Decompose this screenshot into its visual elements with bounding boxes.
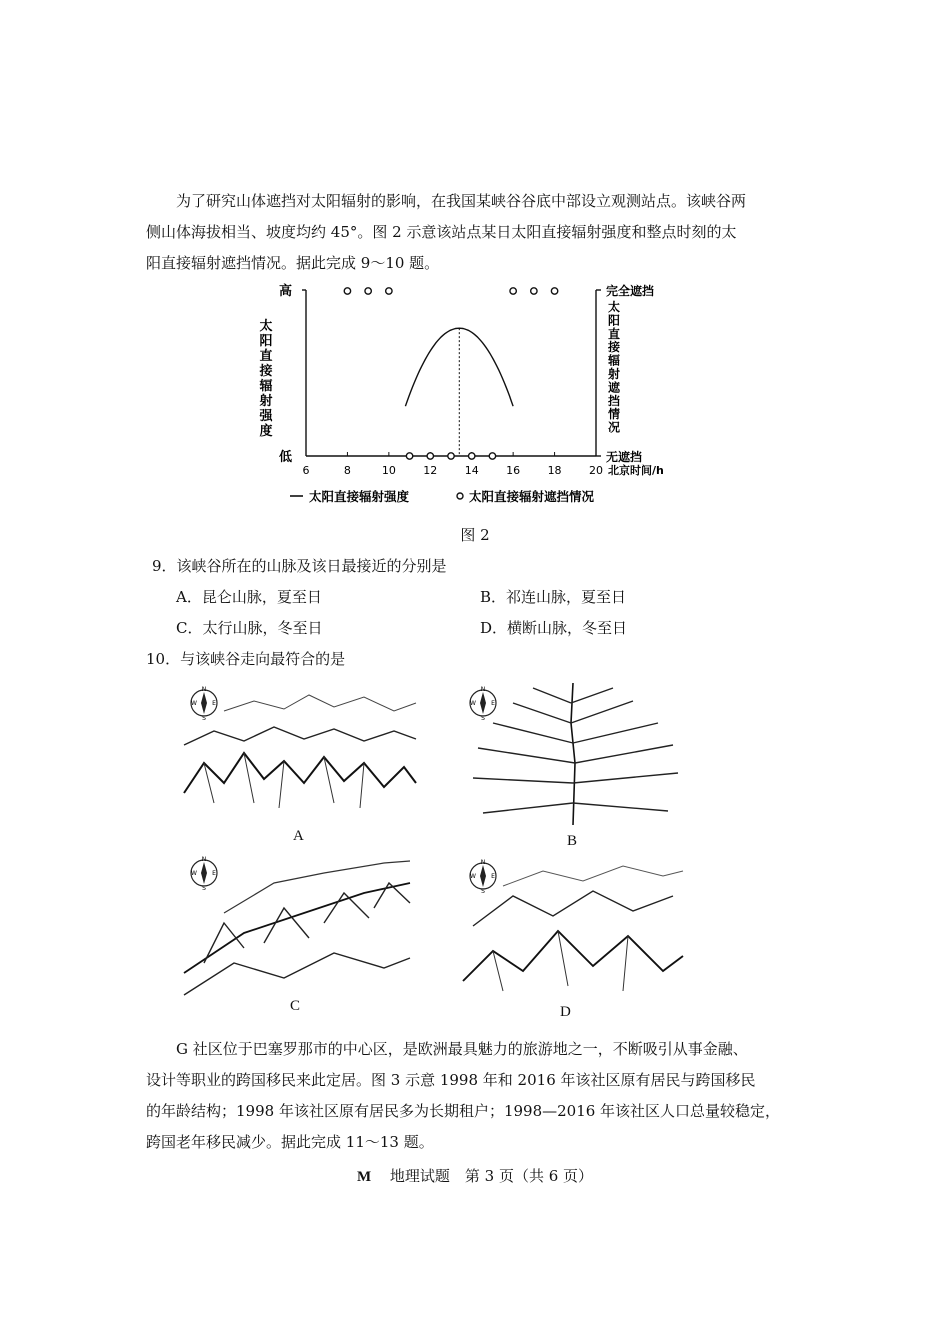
svg-text:S: S — [481, 888, 485, 895]
q9-option-d: D．横断山脉，冬至日 — [480, 619, 628, 637]
right-axis-top-label: 完全遮挡 — [606, 284, 655, 298]
svg-text:S: S — [202, 715, 206, 722]
terrain-label-d: D — [560, 1004, 571, 1020]
svg-text:S: S — [481, 715, 485, 722]
terrain-sketch-d — [462, 855, 684, 999]
g-community-paragraph — [146, 1034, 806, 1158]
footer-text: 地理试题 第 3 页（共 6 页） — [389, 1167, 594, 1185]
left-axis-title-char: 射 — [259, 394, 273, 409]
right-axis-title-char: 接 — [607, 340, 621, 355]
right-axis-title-char: 挡 — [607, 393, 621, 408]
x-tick-label: 14 — [464, 464, 479, 477]
right-axis-bottom-label: 无遮挡 — [606, 450, 643, 464]
unblocked-point — [489, 453, 495, 459]
left-axis-title-char: 度 — [259, 424, 273, 439]
g-intro-line: 的年龄结构；1998 年该社区原有居民多为长期租户；1998—2016 年该社区人口总量较稳定， — [146, 1102, 781, 1120]
blocked-point — [551, 288, 557, 294]
svg-text:N: N — [201, 856, 207, 863]
right-axis-title-char: 况 — [607, 420, 621, 435]
svg-text:E: E — [212, 870, 216, 877]
intro-line: 为了研究山体遮挡对太阳辐射的影响，在我国某峡谷谷底中部设立观测站点。该峡谷两 — [176, 192, 747, 210]
terrain-label-b: B — [567, 833, 578, 849]
footer-mark: M — [356, 1169, 372, 1185]
right-axis-title-char: 阳 — [607, 313, 621, 328]
q9-option-b: B．祁连山脉，夏至日 — [480, 588, 627, 606]
svg-text:S: S — [202, 885, 206, 892]
right-axis-title-char: 直 — [607, 326, 621, 341]
x-tick-label: 8 — [343, 464, 351, 477]
x-tick-label: 12 — [423, 464, 438, 477]
blocked-point — [344, 288, 350, 294]
page-footer — [0, 1165, 950, 1186]
right-axis-title-char: 太 — [607, 300, 621, 314]
unblocked-point — [469, 453, 475, 459]
compass-icon — [470, 859, 496, 895]
terrain-sketch-a — [183, 682, 417, 824]
compass-icon — [191, 856, 217, 892]
svg-text:W: W — [470, 873, 476, 880]
legend-curve-label: 太阳直接辐射强度 — [309, 489, 410, 504]
figure-2-chart — [255, 278, 664, 513]
unblocked-point — [406, 453, 412, 459]
figure-2-caption: 图 2 — [460, 526, 490, 544]
svg-text:W: W — [470, 700, 476, 707]
left-axis-title-char: 直 — [259, 349, 273, 364]
x-tick-label: 18 — [547, 464, 562, 477]
svg-text:N: N — [480, 859, 486, 866]
terrain-sketch-c — [183, 852, 411, 996]
q9-option-c: C．太行山脉，冬至日 — [176, 619, 323, 637]
q9-option-a: A．昆仑山脉，夏至日 — [176, 588, 322, 606]
unblocked-point — [448, 453, 454, 459]
left-axis-bottom-label: 低 — [278, 450, 292, 465]
blocked-point — [365, 288, 371, 294]
right-axis-title-char: 辐 — [607, 353, 621, 368]
left-axis-title-char: 阳 — [259, 334, 273, 349]
left-axis-title-char: 太 — [259, 319, 273, 334]
g-intro-line: G 社区位于巴塞罗那市的中心区，是欧洲最具魅力的旅游地之一，不断吸引从事金融、 — [176, 1040, 748, 1058]
unblocked-point — [427, 453, 433, 459]
x-tick-label: 10 — [381, 464, 396, 477]
right-axis-title-char: 遮 — [607, 380, 621, 395]
left-axis-title-char: 辐 — [259, 379, 273, 394]
left-axis-title-char: 强 — [259, 409, 273, 424]
terrain-sketch-b — [462, 682, 684, 826]
left-axis-title-char: 接 — [259, 364, 273, 379]
terrain-label-a: A — [293, 828, 304, 844]
right-axis-title-char: 射 — [607, 367, 621, 381]
x-axis-label: 北京时间/h — [608, 464, 664, 477]
svg-text:W: W — [191, 700, 197, 707]
legend-points-label: 太阳直接辐射遮挡情况 — [469, 489, 595, 504]
svg-text:E: E — [212, 700, 216, 707]
compass-icon — [191, 686, 217, 722]
svg-text:E: E — [491, 873, 495, 880]
question-10-stem: 10．与该峡谷走向最符合的是 — [146, 650, 346, 668]
blocked-point — [531, 288, 537, 294]
left-axis-top-label: 高 — [278, 284, 292, 299]
x-tick-label: 16 — [506, 464, 521, 477]
g-intro-line: 设计等职业的跨国移民来此定居。图 3 示意 1998 年和 2016 年该社区原有居民与跨国移民 — [146, 1071, 756, 1089]
blocked-point — [386, 288, 392, 294]
svg-text:E: E — [491, 700, 495, 707]
question-9-stem: 9．该峡谷所在的山脉及该日最接近的分别是 — [152, 557, 447, 575]
intro-paragraph — [146, 186, 806, 279]
terrain-label-c: C — [290, 998, 301, 1014]
g-intro-line: 跨国老年移民减少。据此完成 11～13 题。 — [146, 1133, 434, 1151]
blocked-point — [510, 288, 516, 294]
svg-text:N: N — [480, 686, 486, 693]
compass-icon — [470, 686, 496, 722]
radiation-curve — [405, 328, 513, 406]
svg-text:W: W — [191, 870, 197, 877]
right-axis-title-char: 情 — [607, 407, 621, 422]
intro-line: 侧山体海拔相当、坡度均约 45°。图 2 示意该站点某日太阳直接辐射强度和整点时刻的太 — [146, 223, 737, 241]
x-tick-label: 20 — [589, 464, 603, 477]
intro-line: 阳直接辐射遮挡情况。据此完成 9～10 题。 — [146, 254, 440, 272]
legend-point-swatch — [457, 493, 463, 499]
x-tick-label: 6 — [302, 464, 310, 477]
svg-text:N: N — [201, 686, 207, 693]
